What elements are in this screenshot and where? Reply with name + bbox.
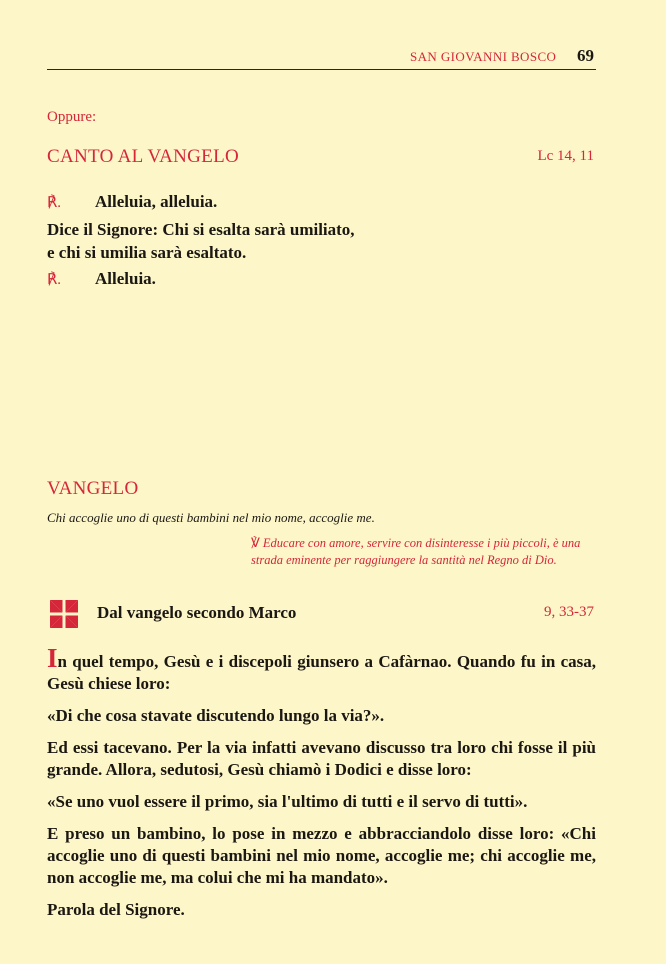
commentary-note-text: Educare con amore, servire con disinteresse i più piccoli, è una strada eminente per raggiungere la santità nel Regno di Dio. <box>251 536 581 567</box>
running-head <box>0 49 594 65</box>
paragraph-2: «Di che cosa stavate discutendo lungo la via?». <box>47 706 385 725</box>
paragraph-1 <box>47 643 596 695</box>
response-2 <box>47 269 156 289</box>
paragraph-5: E preso un bambino, lo pose in mezzo e abbracciandolo disse loro: «Chi accoglie uno di questi bambini nel mio nome, accoglie me; chi accoglie me, non accoglie me, ma colui che mi ha mandato». <box>47 824 596 887</box>
closing-acclamation: Parola del Signore. <box>47 900 185 919</box>
response-1 <box>47 192 217 212</box>
drop-cap: I <box>47 643 58 673</box>
response-1-text: Alleluia, alleluia. <box>95 192 218 211</box>
header-rule <box>47 69 596 70</box>
versicle-mark: ℣ <box>251 535 260 550</box>
canto-title: CANTO AL VANGELO <box>47 146 239 167</box>
reading-title: Dal vangelo secondo Marco <box>97 603 297 622</box>
canto-verse <box>47 218 387 264</box>
vangelo-title: VANGELO <box>47 478 139 499</box>
verse-line-1: Dice il Signore: Chi si esalta sarà umiliato, <box>47 220 355 239</box>
maltese-cross-icon <box>47 597 81 631</box>
verse-line-2: e chi si umilia sarà esaltato. <box>47 243 247 262</box>
canto-reference: Lc 14, 11 <box>537 148 594 164</box>
oppure-label: Oppure: <box>47 109 97 125</box>
gospel-text <box>47 643 596 931</box>
paragraph-3: Ed essi tacevano. Per la via infatti avevano discusso tra loro chi fosse il più grande. Allora, sedutosi, Gesù chiamò i Dodici e disse loro: <box>47 738 596 779</box>
commentary-note <box>251 534 596 569</box>
paragraph-1-text: n quel tempo, Gesù e i discepoli giunsero a Cafàrnao. Quando fu in casa, Gesù chiese loro: <box>47 652 596 693</box>
paragraph-4: «Se uno vuol essere il primo, sia l'ultimo di tutti e il servo di tutti». <box>47 792 528 811</box>
reading-reference: 9, 33-37 <box>544 604 594 620</box>
response-symbol: ℟. <box>47 195 62 211</box>
page-number: 69 <box>577 46 594 65</box>
response-symbol: ℟. <box>47 272 62 288</box>
response-2-text: Alleluia. <box>95 269 156 288</box>
running-head-text: SAN GIOVANNI BOSCO <box>409 49 557 64</box>
vangelo-antiphon: Chi accoglie uno di questi bambini nel mio nome, accoglie me. <box>47 510 375 525</box>
